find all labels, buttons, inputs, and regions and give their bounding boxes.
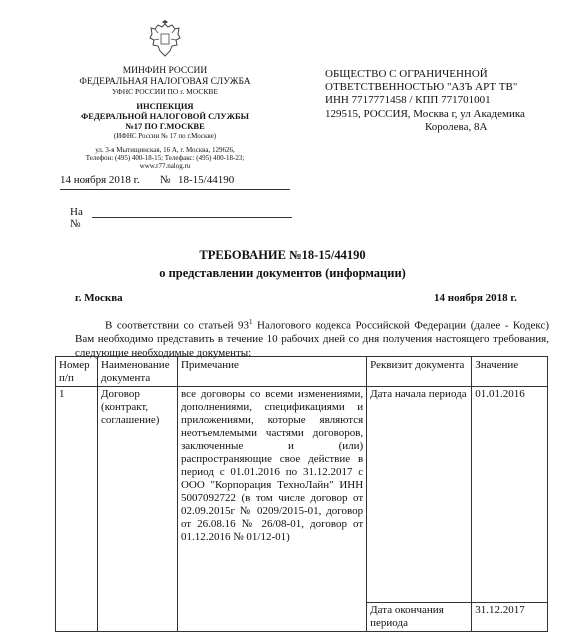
outgoing-date: 14 ноября 2018 г. — [60, 174, 140, 186]
authority-header — [66, 66, 264, 170]
row-value-start: 01.01.2016 — [472, 386, 548, 602]
recipient-line: ОТВЕТСТВЕННОСТЬЮ "АЗЪ АРТ ТВ" — [325, 81, 518, 94]
documents-table — [55, 356, 548, 632]
ministry-name: МИНФИН РОССИИ — [122, 66, 208, 76]
coat-of-arms-icon — [148, 20, 182, 60]
row-value-end: 31.12.2017 — [472, 602, 548, 631]
authority-address: ул. 3-я Мытищинская, 16 А, г. Москва, 129626, — [95, 145, 235, 154]
row-requisite-start: Дата начала периода — [367, 386, 472, 602]
row-number: 1 — [56, 386, 98, 631]
recipient-block — [325, 68, 545, 134]
intro-text-start: В соответствии со статьей 93 — [105, 319, 249, 332]
incoming-label: На № — [70, 206, 83, 230]
inspection-label: ИНСПЕКЦИЯ — [136, 101, 194, 112]
row-note: все договоры со всеми изменениями, дополнениями, спецификациями и приложениями, которые являются неотъемлемыми частями договоров, заключенные и (или) распространяющие свое действие в период с 01.01.2016 по 31.12.2017 с ООО "Корпорация ТехноЛайн" ИНН 5007092722 (в том числе договор от 02.09.2015г № 0209/2015-01, договор от 26.08.16 № 26/08-01, договор от 01.12.2016 № 01/12-01) — [177, 386, 366, 631]
document-subtitle: о представлении документов (информации) — [159, 266, 406, 280]
intro-paragraph — [75, 318, 549, 361]
recipient-line: ИНН 7717771458 / КПП 771701001 — [325, 94, 491, 107]
col-header-name: Наименование документа — [98, 357, 178, 387]
col-header-value: Значение — [472, 357, 548, 387]
col-header-number: Номер п/п — [56, 357, 98, 387]
document-title: ТРЕБОВАНИЕ №18-15/44190 — [199, 248, 366, 262]
col-header-requisite: Реквизит документа — [367, 357, 472, 387]
incoming-blank-line — [92, 217, 292, 218]
department-name: УФНС РОССИИ ПО г. МОСКВЕ — [112, 86, 218, 96]
inspection-number: №17 ПО Г.МОСКВЕ — [125, 121, 205, 131]
table-header-row — [56, 357, 548, 387]
authority-website: www.r77.nalog.ru — [139, 161, 191, 170]
recipient-line: 129515, РОССИЯ, Москва г, ул Академика — [325, 107, 525, 120]
authority-phones: Телефон: (495) 400-18-15; Телефакс: (495) 400-18-23; — [85, 153, 245, 162]
document-place: г. Москва — [75, 292, 123, 304]
recipient-line: ОБЩЕСТВО С ОГРАНИЧЕННОЙ — [325, 68, 488, 80]
col-header-note: Примечание — [177, 357, 366, 387]
inspection-service: ФЕДЕРАЛЬНОЙ НАЛОГОВОЙ СЛУЖБЫ — [80, 111, 250, 122]
article-superscript: 1 — [249, 318, 253, 326]
row-requisite-end: Дата окончания периода — [367, 602, 472, 631]
table-row — [56, 386, 548, 602]
recipient-line: Королева, 8А — [425, 120, 488, 133]
service-name: ФЕДЕРАЛЬНАЯ НАЛОГОВАЯ СЛУЖБА — [79, 76, 251, 87]
outgoing-number-label: № — [160, 174, 171, 186]
document-date: 14 ноября 2018 г. — [434, 292, 517, 304]
outgoing-number: 18-15/44190 — [178, 174, 235, 186]
row-doc-name: Договор (контракт, соглашение) — [98, 386, 178, 631]
intro-text-end: Налогового кодекса Российской Федерации (далее - Кодекс) Вам необходимо представить в течение 10 рабочих дней со дня получения настоящего требования, следующие необходимые документы: — [75, 319, 549, 360]
outgoing-underline — [60, 189, 290, 190]
inspection-short-name: (ИФНС России № 17 по г.Москве) — [113, 131, 217, 140]
